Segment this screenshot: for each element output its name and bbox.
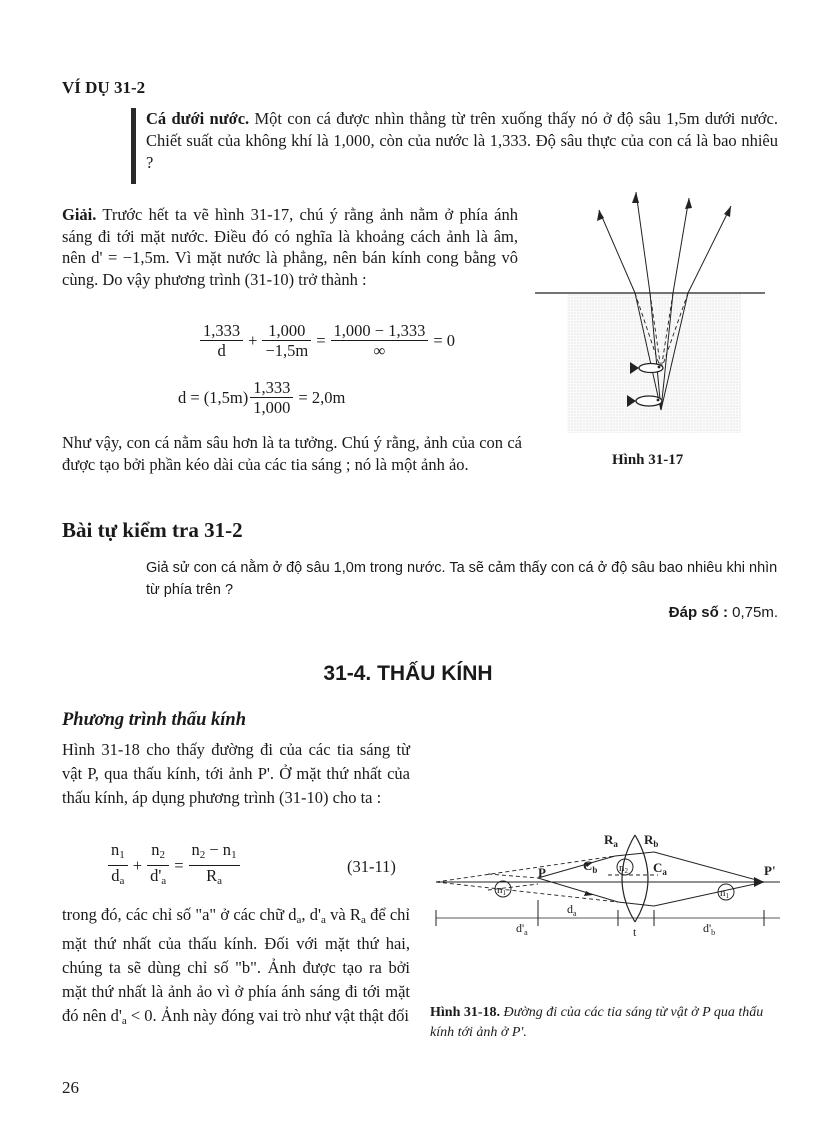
section-title: 31-4. THẤU KÍNH [323,662,493,685]
lens-paragraph-1: Hình 31-18 cho thấy đường đi của các tia sáng từ vật P, qua thấu kính, tới ảnh P'. Ở mặt thứ nhất của thấu kính, áp dụng phương trình (31-10) cho ta : [62,740,410,807]
fig18-caption-label: Hình 31-18. [430,1005,501,1020]
figure-31-18 [428,830,788,962]
solution-label: Giải. [62,205,97,224]
eq1-frac1: $\frac{1,333}{d}$ [200,321,243,360]
section-subtitle: Phương trình thấu kính [62,710,247,730]
example-heading: VÍ DỤ 31-2 [62,78,146,97]
solution-text: Trước hết ta vẽ hình 31-17, chú ý rằng ảnh nằm ở phía ánh sáng đi tới mặt nước. Điều đó có nghĩa là khoảng cách ảnh là âm, nên d' = −1,5m. Vì mặt nước là phẳng, nên bán kính cong bằng vô cùng. Do vậy phương trình (31-10) trở thành : [62,205,518,289]
svg-text:n2: n2 [619,862,628,875]
lens-surface-b [635,835,648,922]
problem-title: Cá dưới nước. [146,109,250,128]
problem-bar [131,108,136,184]
svg-text:t: t [633,925,637,939]
lens-surface-a [622,835,635,922]
exercise-text: Giả sử con cá nằm ở độ sâu 1,0m trong nước. Ta sẽ cảm thấy con cá ở độ sâu bao nhiêu khi nhìn từ phía trên ? [146,560,778,598]
eq1-frac2: $\frac{1,000}{-1,5m}$ [262,321,311,360]
svg-text:n1: n1 [720,887,729,900]
lens-paragraph-2: trong đó, các chỉ số "a" ở các chữ $d_a$, $d'_a$ và $R_a$ để chỉ mặt thứ nhất của thấu kính. Đối với mặt thứ hai, chúng ta sẽ dùng chỉ số "b". Ảnh được tạo ra bởi mặt thứ nhất là ảnh ảo vì ở phía ánh sáng đi tới mặt đó nên $d'_a < 0$. Ảnh này đóng vai trò như vật thật đối [62,905,411,1027]
svg-text:Ca: $C_a$ [653,860,667,877]
svg-text:P: P [538,865,546,880]
exercise-answer [600,604,778,621]
figure-31-17 [535,180,775,440]
eq2-frac: $\frac{1,333}{1,000}$ [250,378,293,417]
svg-text:P': P' [764,863,776,878]
svg-text:da: $d_a$ [567,902,577,918]
page-number: 26 [62,1078,79,1097]
svg-text:Cb: $C_b$ [583,858,598,875]
figure-31-17-caption: Hình 31-17 [612,452,684,468]
svg-text:Rb: $R_b$ [644,832,659,849]
svg-text:d'b: $d'_b$ [703,921,716,937]
lens-equation: $\frac{n_1}{d_a}$ + $\frac{n_2}{d'_a}$ = $\frac{n_2 - n_1}{R_a}$ [106,840,242,891]
figure-31-18-caption [430,1003,782,1043]
equation-number: (31-11) [347,857,396,876]
eq1-frac3: $\frac{1,000 - 1,333}{\infty}$ [331,321,429,360]
problem-text: Một con cá được nhìn thẳng từ trên xuống thấy nó ở độ sâu 1,5m dưới nước. Chiết suất của không khí là 1,000, còn của nước là 1,333. Độ sâu thực của con cá là bao nhiêu ? [146,109,778,172]
svg-text:d'a: $d'_a$ [516,921,528,937]
equation-depth: $\frac{1,333}{d}$ + $\frac{1,000}{-1,5m}$ = $\frac{1,000 - 1,333}{\infty}$ = 0 [198,321,458,360]
answer-label: Đáp số : [668,604,728,621]
equation-result: d = (1,5m) $\frac{1,333}{1,000}$ = 2,0m [178,378,346,417]
fig18-caption-text: Đường đi của các tia sáng từ vật ở P qua thấu kính tới ảnh ở P'. [430,1005,764,1040]
arrow-head-icon [754,877,764,887]
svg-text:Ra: $R_a$ [604,832,618,849]
solution-paragraph [62,204,518,290]
problem-statement [146,108,778,174]
conclusion-paragraph: Như vậy, con cá nằm sâu hơn là ta tưởng. Chú ý rằng, ảnh của con cá được tạo bởi phần kéo dài của các tia sáng ; nó là một ảnh ảo. [62,433,522,474]
exercise-heading: Bài tự kiểm tra 31-2 [62,518,243,542]
answer-value: 0,75m. [732,604,778,621]
svg-text:n1: n1 [497,884,506,897]
